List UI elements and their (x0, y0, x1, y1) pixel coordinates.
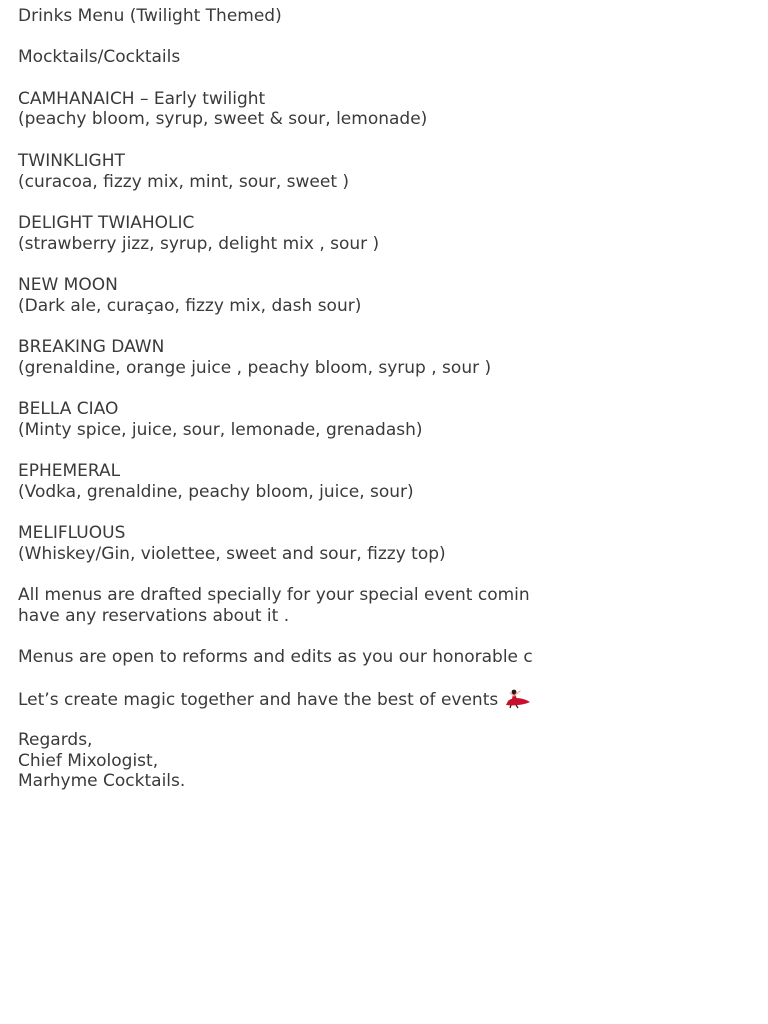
dancer-icon (502, 689, 532, 709)
drink-item (18, 523, 768, 564)
spacer (18, 192, 768, 213)
drink-name: BREAKING DAWN (18, 337, 165, 357)
spacer (18, 254, 768, 275)
spacer (18, 709, 768, 730)
drink-name: BELLA CIAO (18, 399, 119, 420)
spacer (18, 565, 768, 586)
note-magic-line (18, 689, 768, 710)
spacer (18, 378, 768, 399)
drink-ingredients: (grenaldine, orange juice , peachy bloom, syrup , sour ) (18, 357, 492, 378)
drink-item (18, 461, 768, 502)
spacer (18, 668, 768, 689)
drink-name: DELIGHT TWIAHOLIC (18, 212, 195, 233)
drink-item (18, 213, 768, 254)
menu-subtitle: Mocktails/Cocktails (18, 47, 181, 68)
drink-ingredients: (Dark ale, curaçao, fizzy mix, dash sour) (18, 295, 362, 316)
drink-name: CAMHANAICH – Early twilight (18, 88, 266, 109)
signature-regards: Regards, (18, 730, 93, 751)
signature-company: Marhyme Cocktails. (18, 771, 186, 792)
signature-role: Chief Mixologist, (18, 750, 159, 771)
menu-title: Drinks Menu (Twilight Themed) (18, 6, 282, 26)
spacer (18, 503, 768, 524)
spacer (18, 440, 768, 461)
drink-name: TWINKLIGHT (18, 150, 125, 171)
note-special-event: All menus are drafted specially for your special event comin (18, 585, 530, 606)
drink-name: NEW MOON (18, 274, 118, 295)
menu-document (18, 6, 768, 792)
drink-item (18, 275, 768, 316)
drink-name: EPHEMERAL (18, 461, 121, 482)
note-reforms: Menus are open to reforms and edits as you our honorable c (18, 647, 533, 668)
spacer (18, 130, 768, 151)
spacer (18, 316, 768, 337)
drink-name: MELIFLUOUS (18, 523, 126, 544)
drink-ingredients: (strawberry jizz, syrup, delight mix , sour ) (18, 233, 380, 254)
drink-ingredients: (curacoa, fizzy mix, mint, sour, sweet ) (18, 171, 350, 192)
note-magic: Let’s create magic together and have the best of events (18, 689, 499, 710)
spacer (18, 27, 768, 48)
drink-item (18, 89, 768, 130)
signature-block (18, 730, 768, 792)
drink-ingredients: (Whiskey/Gin, violettee, sweet and sour, fizzy top) (18, 543, 446, 564)
spacer (18, 68, 768, 89)
drink-item (18, 151, 768, 192)
drink-item (18, 399, 768, 440)
drink-ingredients: (Minty spice, juice, sour, lemonade, grenadash) (18, 419, 423, 440)
drink-item (18, 337, 768, 378)
spacer (18, 627, 768, 648)
note-reservations: have any reservations about it . (18, 605, 290, 626)
drink-ingredients: (peachy bloom, syrup, sweet & sour, lemonade) (18, 109, 428, 130)
drink-ingredients: (Vodka, grenaldine, peachy bloom, juice, sour) (18, 481, 414, 502)
